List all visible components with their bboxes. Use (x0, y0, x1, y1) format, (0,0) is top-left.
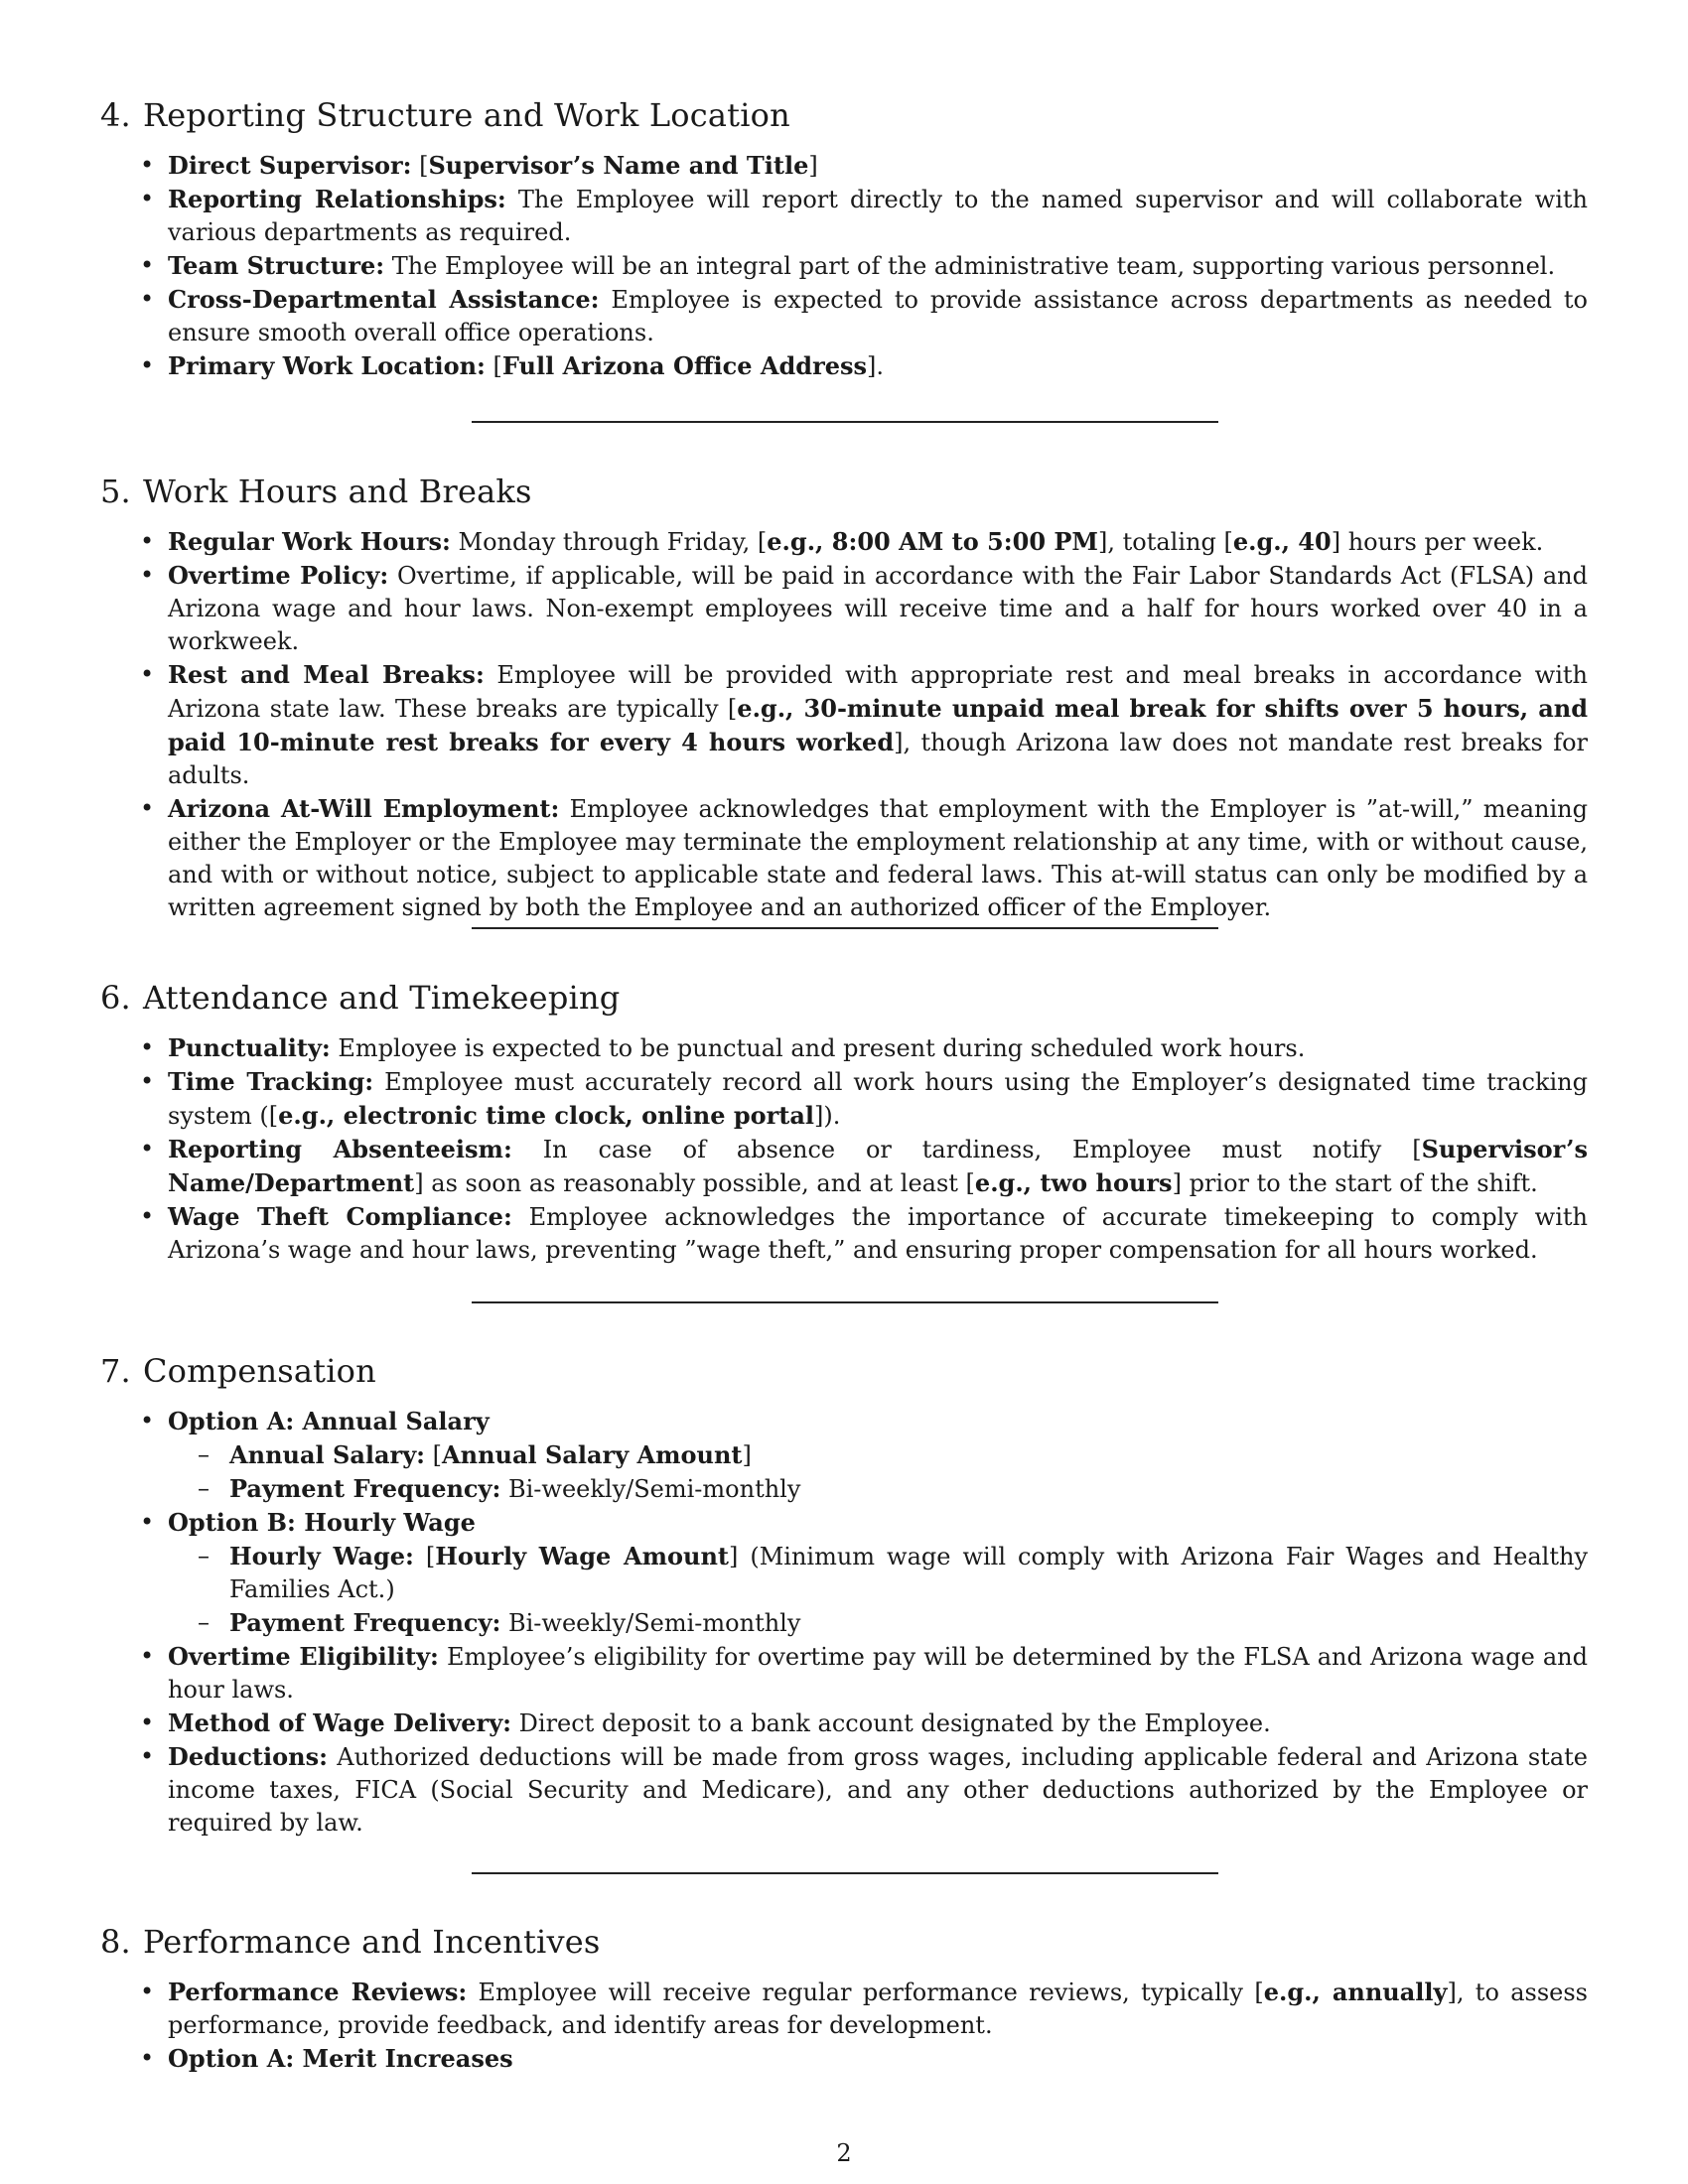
section-heading: 7. Compensation (100, 1352, 376, 1390)
list-item: • Option A: Merit Increases (100, 2042, 1588, 2076)
sub-list-item: – Annual Salary: [Annual Salary Amount] (168, 1438, 1588, 1472)
bullet-list (100, 1031, 1588, 1267)
section-divider (472, 421, 1218, 423)
list-item: • Option B: Hourly Wage – Hourly Wage: [Hourly Wage Amount] (Minimum wage will comply with Arizona Fair Wages and Healthy Families Act.) – Payment Frequency: Bi-weekly/Semi-monthly (100, 1506, 1588, 1640)
sub-list (168, 1438, 1588, 1506)
list-item: • Overtime Policy: Overtime, if applicable, will be paid in accordance with the Fair Labor Standards Act (FLSA) and Arizona wage and hour laws. Non-exempt employees will receive time and a half for hours worked over 40 in a workweek. (100, 559, 1588, 658)
section-divider (472, 1872, 1218, 1874)
section-attendance (100, 978, 1588, 1267)
section-heading: 8. Performance and Incentives (100, 1923, 601, 1961)
list-item: • Time Tracking: Employee must accurately record all work hours using the Employer’s designated time tracking system ([e.g., electronic time clock, online portal]). (100, 1065, 1588, 1133)
section-heading: 4. Reporting Structure and Work Location (100, 96, 790, 134)
section-heading: 6. Attendance and Timekeeping (100, 979, 621, 1017)
page-number: 2 (836, 2139, 852, 2167)
section-divider (472, 927, 1218, 929)
list-item: • Deductions: Authorized deductions will be made from gross wages, including applicable federal and Arizona state income taxes, FICA (Social Security and Medicare), and any other deductions authorized by the Employee or required by law. (100, 1740, 1588, 1840)
sub-list-item: – Hourly Wage: [Hourly Wage Amount] (Minimum wage will comply with Arizona Fair Wages and Healthy Families Act.) (168, 1540, 1588, 1606)
list-item: • Arizona At-Will Employment: Employee acknowledges that employment with the Employer is ”at-will,” meaning either the Employer or the Employee may terminate the employment relationship at any time, with or without cause, and with or without notice, subject to applicable state and federal laws. This at-will status can only be modified by a written agreement signed by both the Employee and an authorized officer of the Employer. (100, 792, 1588, 924)
list-item: • Reporting Relationships: The Employee will report directly to the named supervisor and will collaborate with various departments as required. (100, 183, 1588, 249)
list-item: • Performance Reviews: Employee will receive regular performance reviews, typically [e.g., annually], to assess performance, provide feedback, and identify areas for development. (100, 1976, 1588, 2042)
list-item: • Method of Wage Delivery: Direct deposit to a bank account designated by the Employee. (100, 1706, 1588, 1740)
sub-list-item: – Payment Frequency: Bi-weekly/Semi-monthly (168, 1472, 1588, 1506)
list-item: • Punctuality: Employee is expected to be punctual and present during scheduled work hours. (100, 1031, 1588, 1065)
bullet-list (100, 1976, 1588, 2076)
list-item: • Regular Work Hours: Monday through Friday, [e.g., 8:00 AM to 5:00 PM], totaling [e.g., 40] hours per week. (100, 525, 1588, 559)
list-item: • Reporting Absenteeism: In case of absence or tardiness, Employee must notify [Supervisor’s Name/Department] as soon as reasonably possible, and at least [e.g., two hours] prior to the start of the shift. (100, 1133, 1588, 1200)
list-item: • Option A: Annual Salary – Annual Salary: [Annual Salary Amount] – Payment Frequency: Bi-weekly/Semi-monthly (100, 1405, 1588, 1506)
bullet-list (100, 525, 1588, 924)
section-divider (472, 1301, 1218, 1303)
list-item: • Cross-Departmental Assistance: Employee is expected to provide assistance across departments as needed to ensure smooth overall office operations. (100, 283, 1588, 349)
list-item: • Primary Work Location: [Full Arizona Office Address]. (100, 349, 1588, 383)
section-work-hours (100, 472, 1588, 924)
list-item: • Rest and Meal Breaks: Employee will be provided with appropriate rest and meal breaks in accordance with Arizona state law. These breaks are typically [e.g., 30-minute unpaid meal break for shifts over 5 hours, and paid 10-minute rest breaks for every 4 hours worked], though Arizona law does not mandate rest breaks for adults. (100, 658, 1588, 792)
list-item: • Team Structure: The Employee will be an integral part of the administrative team, supporting various personnel. (100, 249, 1588, 283)
section-heading: 5. Work Hours and Breaks (100, 473, 532, 510)
list-item: • Direct Supervisor: [Supervisor’s Name and Title] (100, 149, 1588, 183)
list-item: • Overtime Eligibility: Employee’s eligibility for overtime pay will be determined by the FLSA and Arizona wage and hour laws. (100, 1640, 1588, 1706)
sub-list (168, 1540, 1588, 1640)
bullet-list (100, 149, 1588, 383)
section-reporting-structure (100, 95, 1588, 383)
section-compensation (100, 1351, 1588, 1840)
sub-list-item: – Payment Frequency: Bi-weekly/Semi-monthly (168, 1606, 1588, 1640)
bullet-list (100, 1405, 1588, 1840)
list-item: • Wage Theft Compliance: Employee acknowledges the importance of accurate timekeeping to comply with Arizona’s wage and hour laws, preventing ”wage theft,” and ensuring proper compensation for all hours worked. (100, 1200, 1588, 1267)
section-performance (100, 1922, 1588, 2076)
